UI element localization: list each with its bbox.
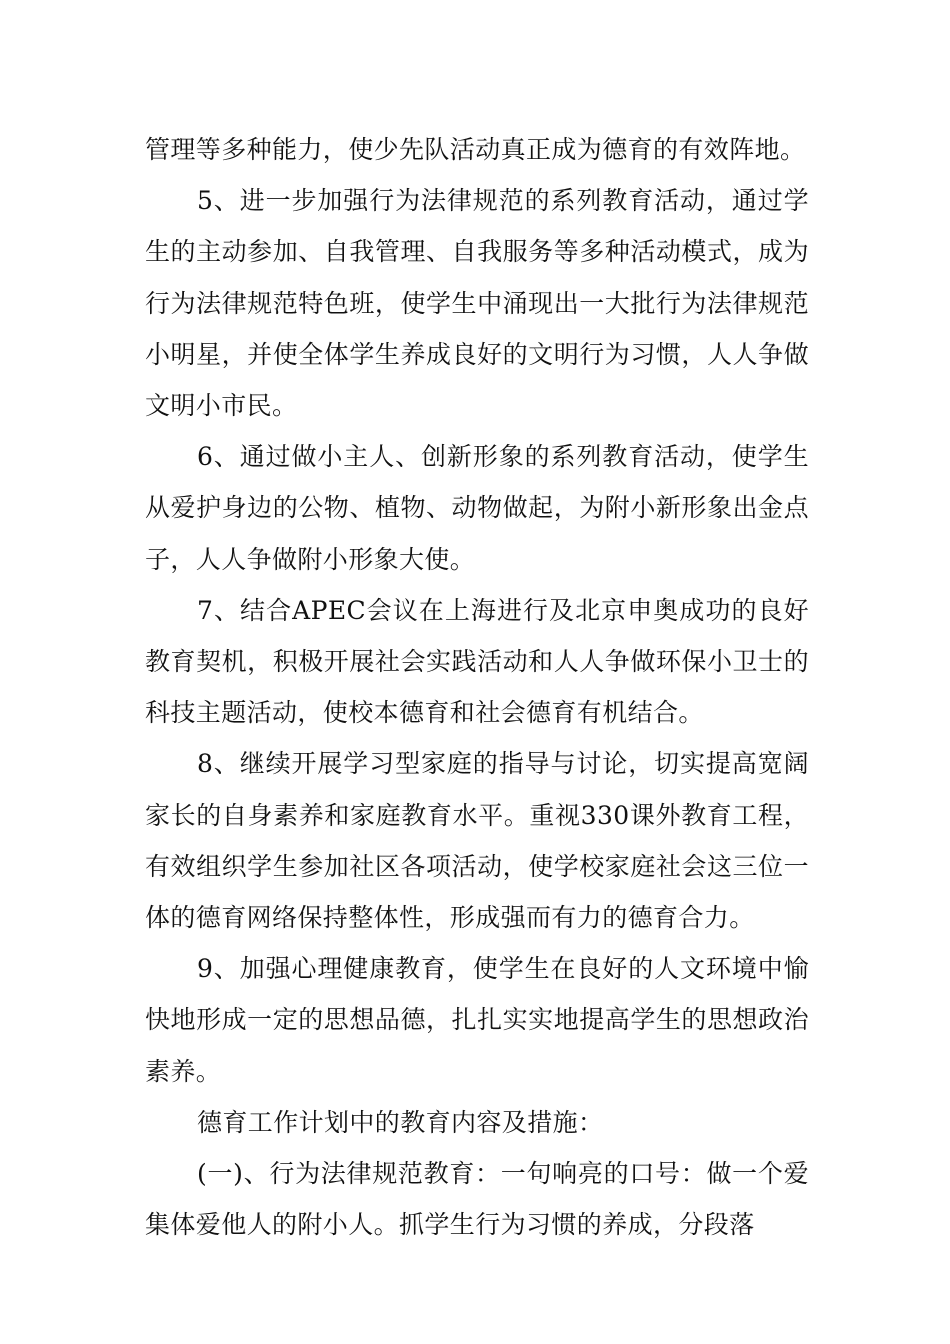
paragraph-continuation: 管理等多种能力，使少先队活动真正成为德育的有效阵地。	[145, 135, 806, 164]
paragraph-item-6: 6、通过做小主人、创新形象的系列教育活动，使学生从爱护身边的公物、植物、动物做起，为附小新形象出金点子，人人争做附小形象大使。	[145, 442, 809, 574]
paragraph-item-8: 8、继续开展学习型家庭的指导与讨论，切实提高宽阔家长的自身素养和家庭教育水平。重视330课外教育工程，有效组织学生参加社区各项活动，使学校家庭社会这三位一体的德育网络保持整体性，形成强而有力的德育合力。	[145, 749, 809, 933]
paragraph-item-9: 9、加强心理健康教育，使学生在良好的人文环境中愉快地形成一定的思想品德，扎扎实实地提高学生的思想政治素养。	[145, 954, 809, 1086]
document-body	[145, 124, 809, 1250]
section-heading-measures: 德育工作计划中的教育内容及措施：	[197, 1107, 604, 1137]
paragraph-behavior-education: (一)、行为法律规范教育：一句响亮的口号：做一个爱集体爱他人的附小人。抓学生行为习惯的养成，分段落	[145, 1159, 809, 1240]
paragraph-item-7: 7、结合APEC会议在上海进行及北京申奥成功的良好教育契机，积极开展社会实践活动和人人争做环保小卫士的科技主题活动，使校本德育和社会德育有机结合。	[145, 595, 809, 728]
paragraph-item-5: 5、进一步加强行为法律规范的系列教育活动，通过学生的主动参加、自我管理、自我服务等多种活动模式，成为行为法律规范特色班，使学生中涌现出一大批行为法律规范小明星，并使全体学生养成良好的文明行为习惯，人人争做文明小市民。	[145, 186, 809, 421]
